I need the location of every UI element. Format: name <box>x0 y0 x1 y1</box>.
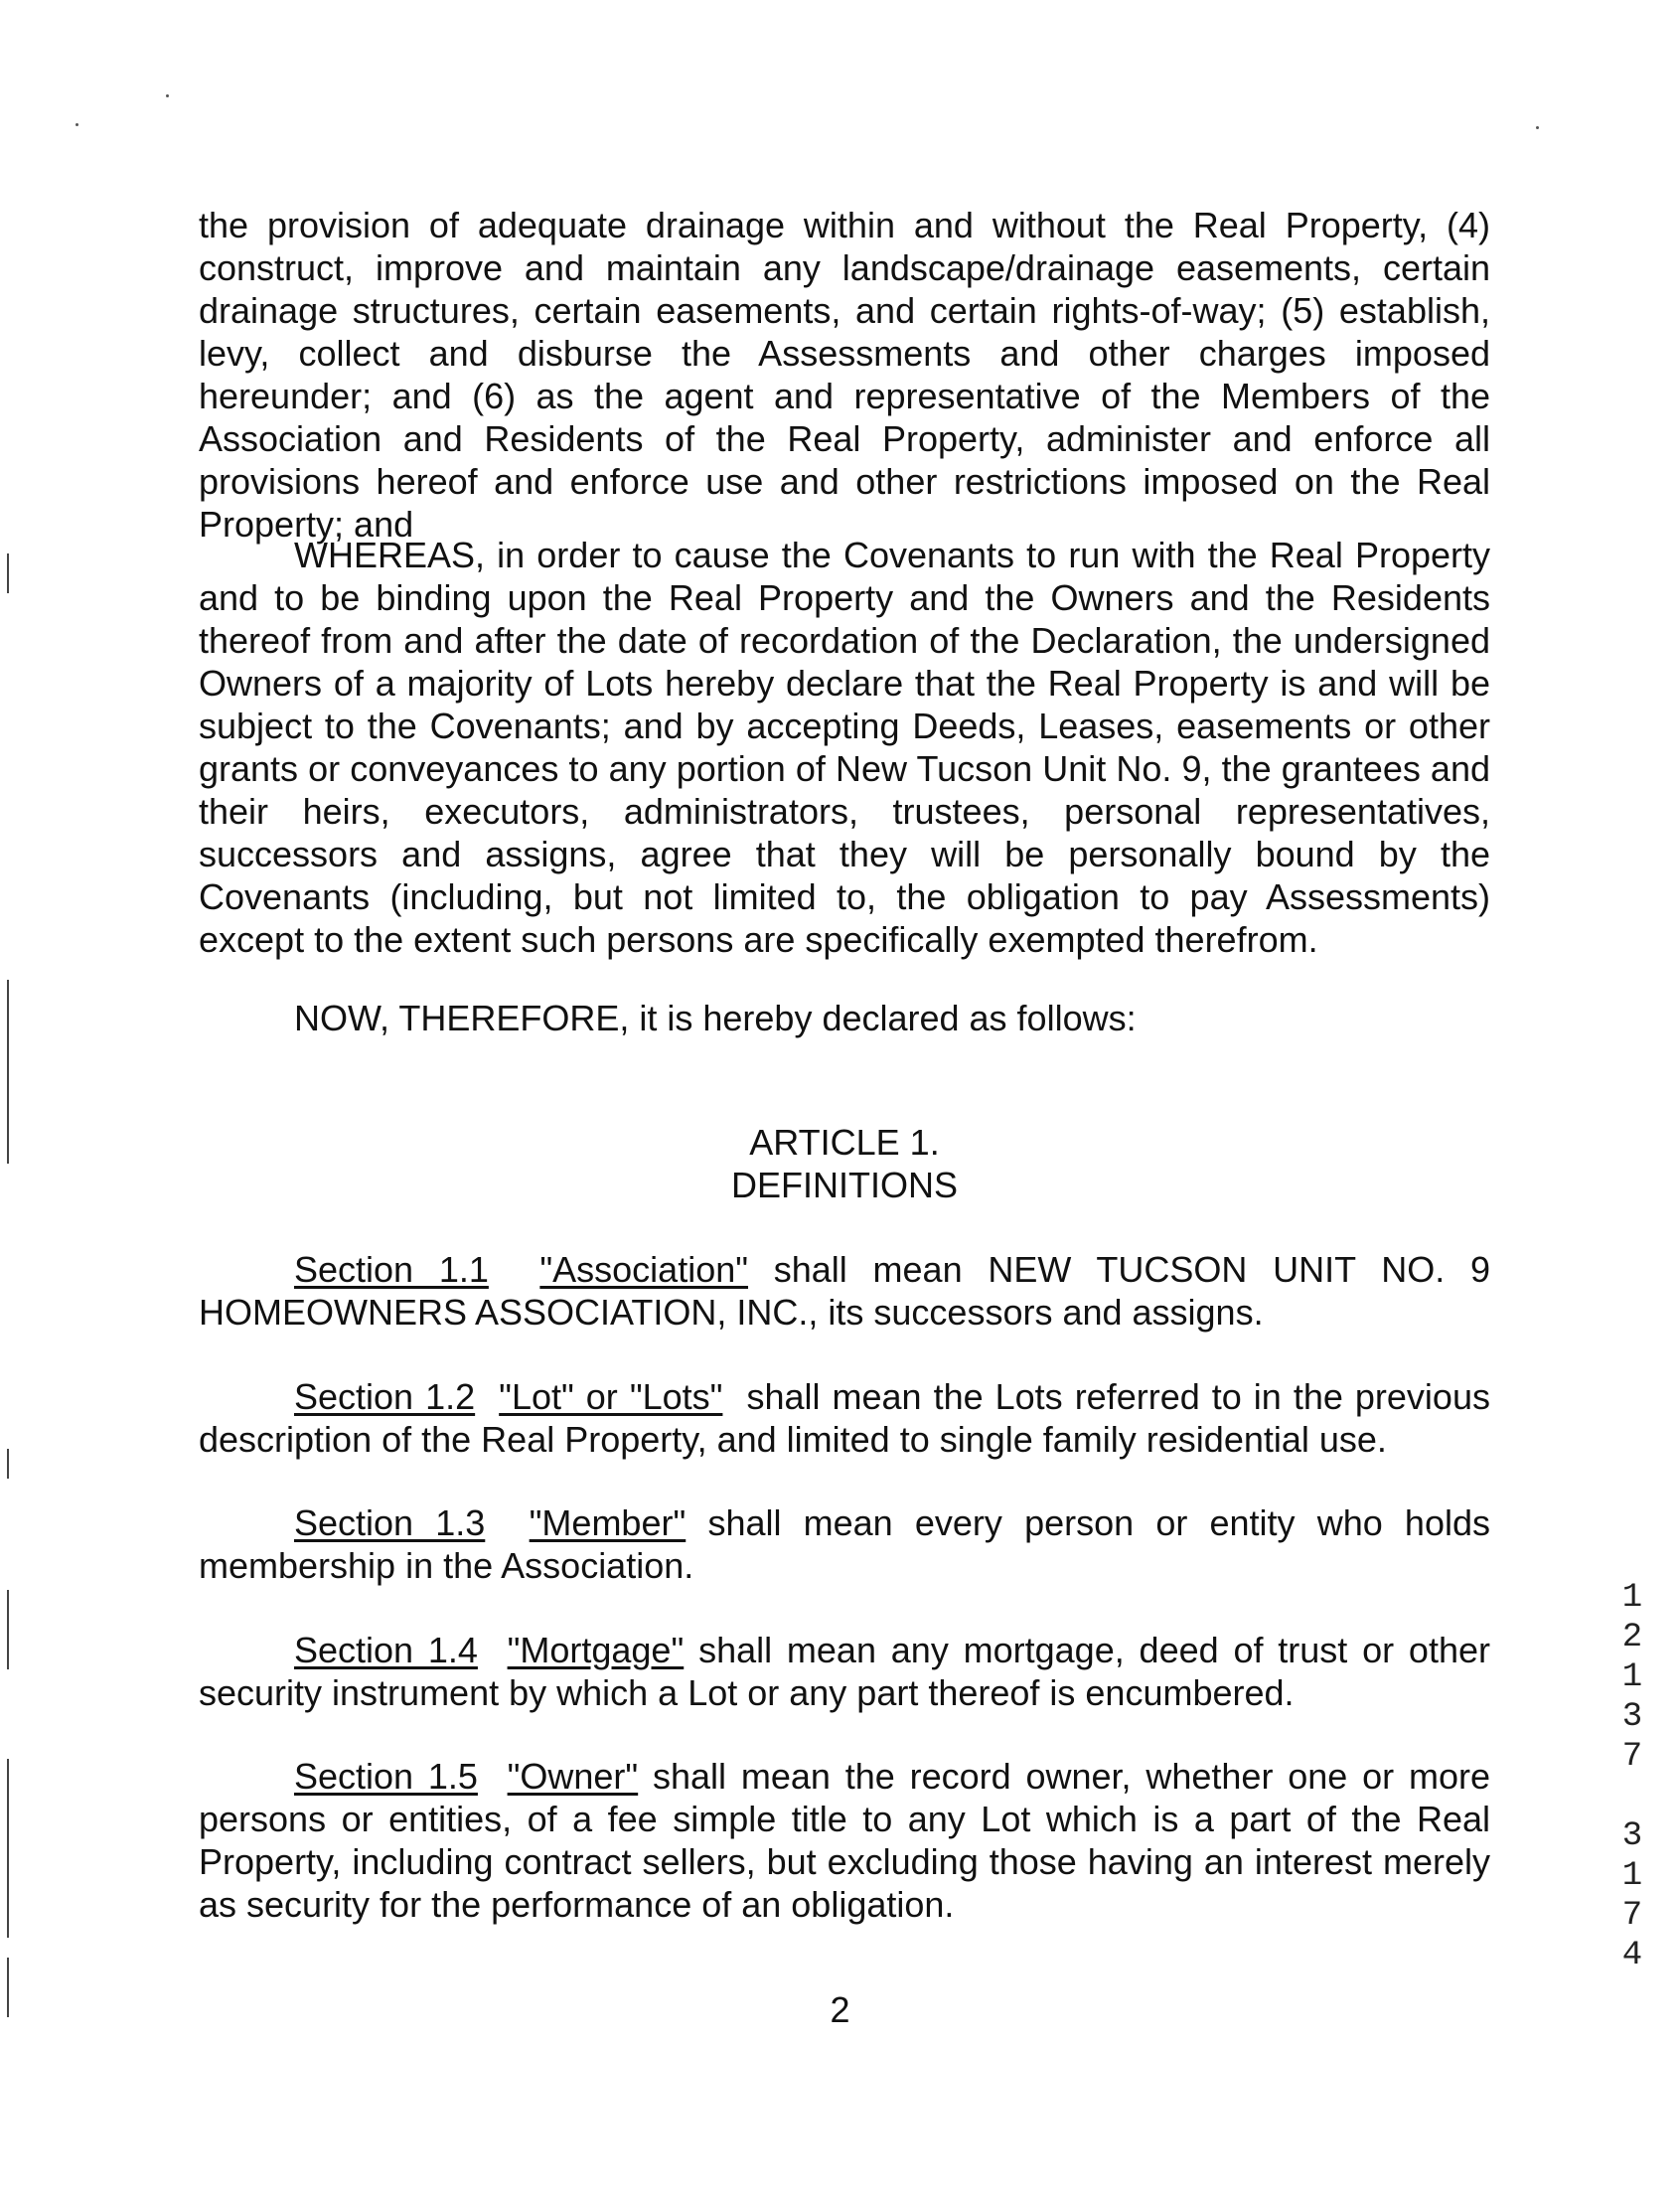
recording-digit: 1 <box>1621 1857 1643 1895</box>
opening-paragraph <box>199 204 1490 546</box>
recording-digit: 7 <box>1621 1738 1643 1776</box>
recording-digit: 1 <box>1621 1579 1643 1617</box>
article-heading <box>199 1121 1490 1206</box>
whereas-paragraph <box>199 534 1490 961</box>
page-number: 2 <box>830 1989 850 2030</box>
section-body: shall mean any mortgage, deed of trust or other security instrument by which a Lot or any part thereof is encumbered. <box>199 1630 1490 1713</box>
scan-margin-line <box>7 1590 9 1669</box>
recording-digit: 2 <box>1621 1619 1643 1656</box>
recording-digit: 4 <box>1621 1937 1643 1974</box>
section-term: "Association" <box>539 1249 749 1290</box>
paragraph-text: NOW, THEREFORE, it is hereby declared as follows: <box>294 998 1137 1038</box>
section-paragraph <box>199 1755 1490 1926</box>
section-number: Section 1.4 <box>294 1630 478 1670</box>
section-paragraph <box>199 1629 1490 1714</box>
recording-number-stamp <box>1617 1578 1647 1975</box>
section-1-1 <box>199 1248 1490 1334</box>
section-number: Section 1.3 <box>294 1502 486 1543</box>
section-1-5 <box>199 1755 1490 1926</box>
article-number: ARTICLE 1. <box>749 1122 940 1163</box>
section-1-3 <box>199 1501 1490 1587</box>
section-body: shall mean NEW TUCSON UNIT NO. 9 HOMEOWNERS ASSOCIATION, INC., its successors and assigns. <box>199 1249 1490 1333</box>
section-number: Section 1.2 <box>294 1376 476 1417</box>
scan-margin-line <box>7 553 9 593</box>
section-body: shall mean the Lots referred to in the previous description of the Real Property, and limited to single family residential use. <box>199 1376 1490 1460</box>
section-paragraph <box>199 1501 1490 1587</box>
section-paragraph <box>199 1248 1490 1334</box>
recording-digit: 3 <box>1621 1698 1643 1736</box>
section-term: "Owner" <box>507 1756 639 1797</box>
scan-speck <box>1536 126 1539 129</box>
scan-margin-line <box>7 1759 9 1938</box>
section-number: Section 1.1 <box>294 1249 489 1290</box>
section-number: Section 1.5 <box>294 1756 478 1797</box>
scan-speck <box>166 94 169 97</box>
section-1-2 <box>199 1375 1490 1461</box>
paragraph-text: the provision of adequate drainage within and without the Real Property, (4) construct, improve and maintain any landscape/drainage easements, certain drainage structures, certain easements, and certain rights-of-way; (5) establish, levy, collect and disburse the Assessments and other charges imposed hereunder; and (6) as the agent and representative of the Members of the Association and Residents of the Real Property, administer and enforce all provisions hereof and enforce use and other restrictions imposed on the Real Property; and <box>199 205 1490 545</box>
recording-gap <box>1617 1777 1647 1816</box>
section-body: shall mean every person or entity who holds membership in the Association. <box>199 1502 1490 1586</box>
scan-margin-line <box>7 980 9 1164</box>
section-1-4 <box>199 1629 1490 1714</box>
paragraph-text: WHEREAS, in order to cause the Covenants to run with the Real Property and to be binding upon the Real Property and the Owners and the Residents thereof from and after the date of recordation of the Declaration, the undersigned Owners of a majority of Lots hereby declare that the Real Property is and will be subject to the Covenants; and by accepting Deeds, Leases, easements or other grants or conveyances to any portion of New Tucson Unit No. 9, the grantees and their heirs, executors, administrators, trustees, personal representatives, successors and assigns, agree that they will be personally bound by the Covenants (including, but not limited to, the obligation to pay Assessments) except to the extent such persons are specifically exempted therefrom. <box>199 535 1490 960</box>
recording-digit: 3 <box>1621 1817 1643 1855</box>
recording-digit: 7 <box>1621 1897 1643 1935</box>
article-title: DEFINITIONS <box>730 1165 958 1205</box>
section-term: "Mortgage" <box>507 1630 685 1670</box>
section-term: "Lot" or "Lots" <box>499 1376 723 1417</box>
scan-speck <box>76 123 78 126</box>
now-therefore-paragraph <box>199 997 1490 1039</box>
scan-margin-line <box>7 1449 9 1479</box>
section-body: shall mean the record owner, whether one or more persons or entities, of a fee simple title to any Lot which is a part of the Real Property, including contract sellers, but excluding those having an interest merely as security for the performance of an obligation. <box>199 1756 1490 1925</box>
section-term: "Member" <box>529 1502 687 1543</box>
section-paragraph <box>199 1375 1490 1461</box>
recording-digit: 1 <box>1621 1658 1643 1696</box>
